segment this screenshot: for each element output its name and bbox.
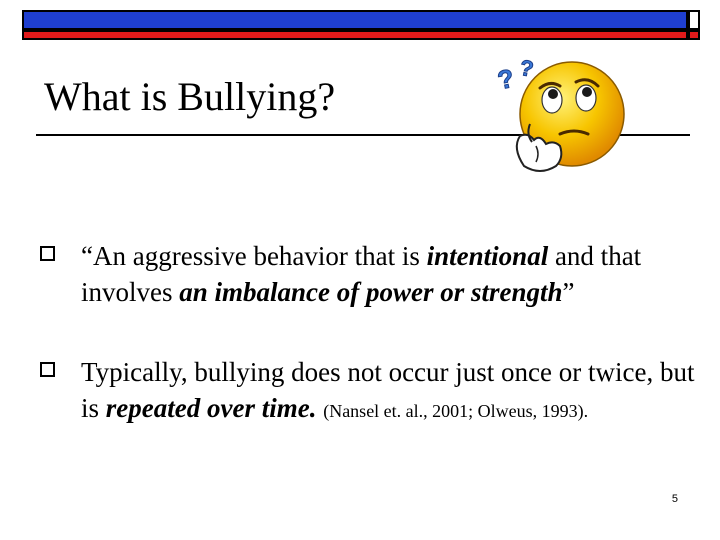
bullet-text <box>81 354 701 429</box>
bullet-text-part: and that involves <box>81 241 642 307</box>
citation: (Nansel et. al., 2001; Olweus, 1993). <box>323 401 589 421</box>
page-number: 5 <box>671 493 678 505</box>
emphasis-imbalance: an imbalance of power or strength <box>179 277 563 307</box>
top-red-bar <box>22 30 688 40</box>
svg-text:?: ? <box>494 62 517 96</box>
bullet-text-part: “An aggressive behavior that is <box>81 241 427 271</box>
svg-text:?: ? <box>517 54 536 82</box>
bullet-text <box>81 238 701 310</box>
hollow-square-bullet-icon <box>40 362 55 377</box>
top-corner-box <box>688 10 700 30</box>
slide-title: What is Bullying? <box>44 74 336 119</box>
bottom-corner-box <box>688 30 700 40</box>
thinking-face-icon <box>490 48 630 178</box>
emphasis-repeated: repeated over time. <box>105 393 317 423</box>
emphasis-intentional: intentional <box>426 241 549 271</box>
top-blue-bar <box>22 10 688 30</box>
hollow-square-bullet-icon <box>40 246 55 261</box>
bullet-text-part: ” <box>562 277 575 307</box>
bullet-text-part: Typically, bullying does not occur just once or twice, but is <box>81 357 695 423</box>
